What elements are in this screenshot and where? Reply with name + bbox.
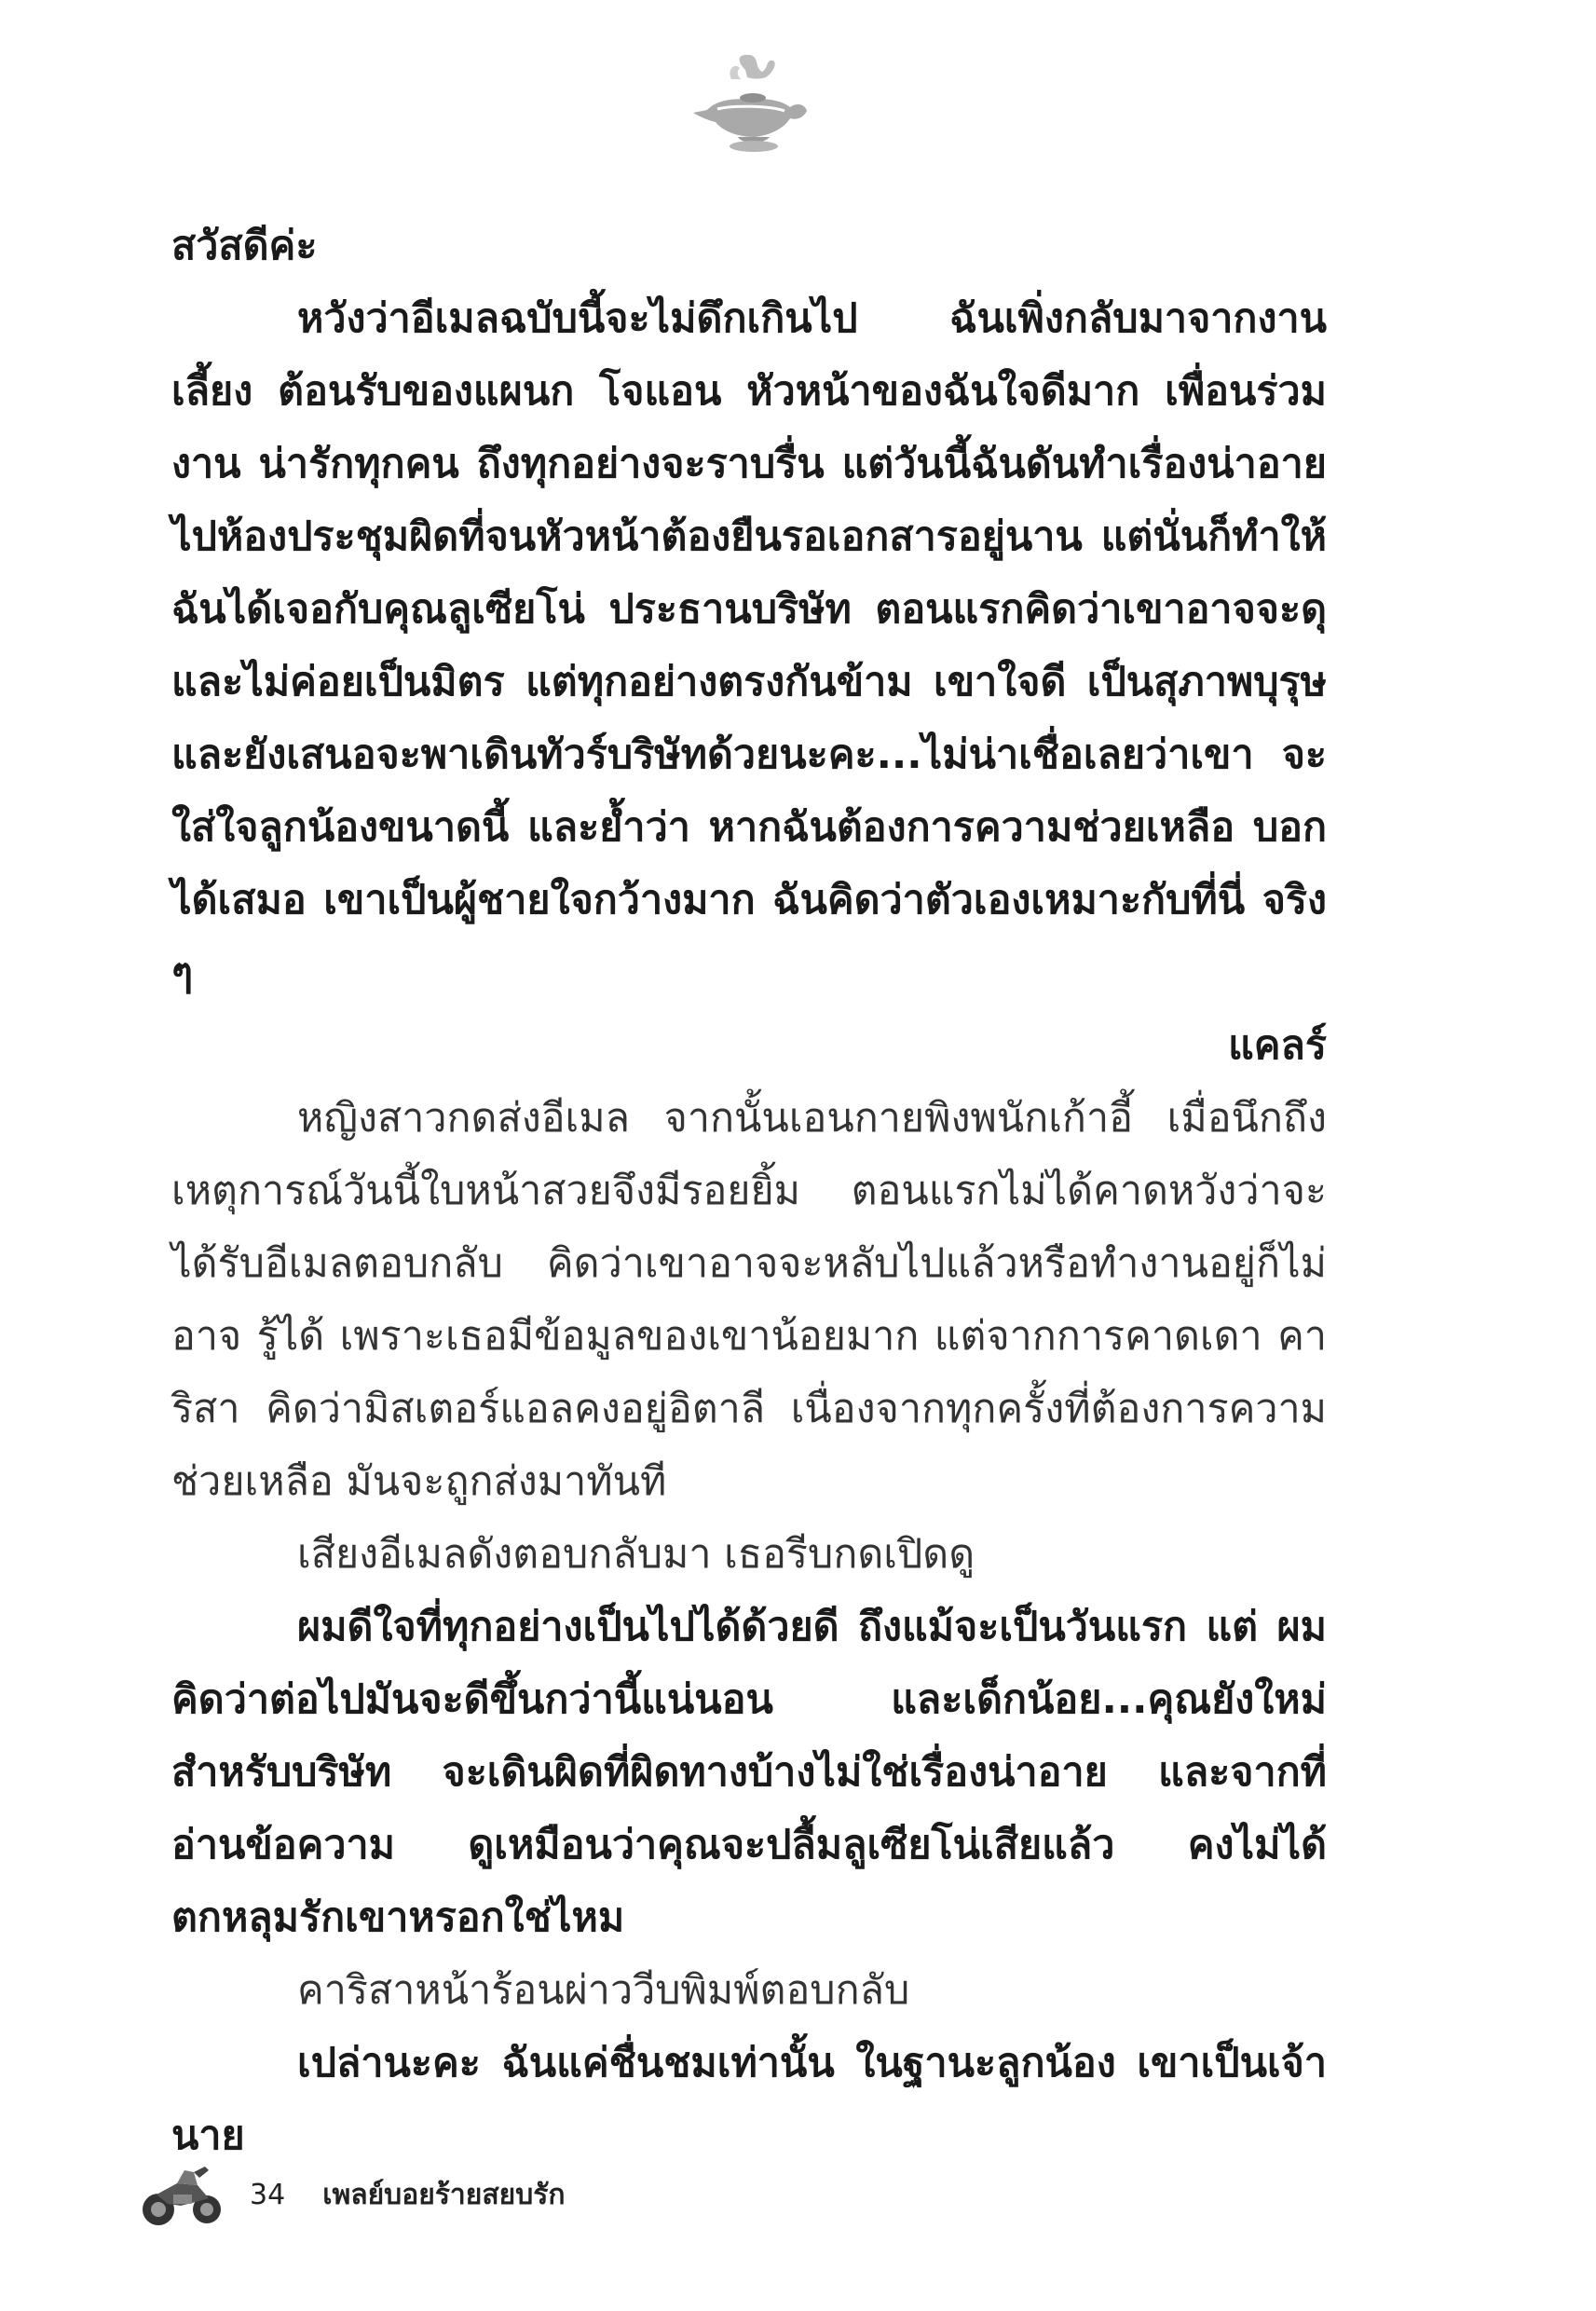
text-line: และไม่ค่อยเป็นมิตร แต่ทุกอย่างตรงกันข้าม เขาใจดี เป็นสุภาพบุรุษ [171,659,1327,705]
text-line: หวังว่าอีเมลฉบับนี้จะไม่ดึกเกินไป ฉันเพิ่งกลับมาจากงานเลี้ยง [171,295,1327,415]
text-line: และยังเสนอจะพาเดินทัวร์บริษัทด้วยนะคะ...ไม่น่าเชื่อเลยว่าเขา [171,732,1254,778]
text-line: เหตุการณ์วันนี้ใบหน้าสวยจึงมีรอยยิ้ม ตอนแรกไม่ได้คาดหวังว่าจะ [171,1168,1327,1214]
text-line: จริง ๆ [171,877,1327,996]
text-line: บอกได้เสมอ เขาเป็นผู้ชายใจกว้างมาก ฉันคิดว่าตัวเองเหมาะกับที่นี่ [171,804,1327,923]
text-line: ได้รับอีเมลตอบกลับ คิดว่าเขาอาจจะหลับไปแล้วหรือทำงานอยู่ก็ไม่อาจ [171,1240,1327,1360]
page-footer [140,2153,566,2236]
narration-paragraph-1 [171,1082,1327,1518]
text-line: อ่านข้อความ ดูเหมือนว่าคุณจะปลื้มลูเซียโน่เสียแล้ว คงไม่ได้ [171,1822,1327,1868]
page-number: 34 [250,2178,286,2211]
book-title: เพลย์บอยร้ายสยบรัก [322,2178,566,2211]
email-signature: แคลร์ [1228,1022,1327,1069]
text-line: รู้ได้ เพราะเธอมีข้อมูลของเขาน้อยมาก แต่จากการคาดเดา คาริสา [171,1313,1328,1432]
text-line: สำหรับบริษัท จะเดินผิดที่ผิดทางบ้างไม่ใช่เรื่องน่าอาย และจากที่ [171,1749,1327,1796]
text-line: ตกหลุมรักเขาหรอกใช่ไหม [171,1894,625,1941]
text-line: มันจะถูกส่งมาทันที [346,1458,667,1505]
text-line: จะใส่ใจลูกน้องขนาดนี้ และย้ำว่า หากฉันต้องการความช่วยเหลือ [171,732,1327,851]
text-line: คิดว่ามิสเตอร์แอลคงอยู่อิตาลี เนื่องจากทุกครั้งที่ต้องการความช่วยเหลือ [171,1386,1327,1505]
genie-lamp-icon [680,51,820,163]
text-line: ไปห้องประชุมผิดที่จนหัวหน้าต้องยืนรอเอกสารอยู่นาน แต่นั่นก็ทำให้ [171,513,1327,560]
text-line: หญิงสาวกดส่งอีเมล จากนั้นเอนกายพิงพนักเก้าอี้ เมื่อนึกถึง [297,1095,1327,1142]
text-line: ผมคิดว่าต่อไปมันจะดีขึ้นกว่านี้แน่นอน และเด็กน้อย...คุณยังใหม่ [171,1604,1327,1723]
motorcycle-icon [140,2157,224,2232]
text-line: ต้อนรับของแผนก โจแอน หัวหน้าของฉันใจดีมาก เพื่อนร่วมงาน [171,368,1327,487]
email-greeting: สวัสดีค่ะ [171,223,318,269]
text-line: น่ารักทุกคน ถึงทุกอย่างจะราบรื่น แต่วันนี้ฉันดันทำเรื่องน่าอาย [258,441,1327,487]
narration-paragraph-2: เสียงอีเมลดังตอบกลับมา เธอรีบกดเปิดดู [297,1531,975,1578]
narration-paragraph-3: คาริสาหน้าร้อนผ่าววีบพิมพ์ตอบกลับ [297,1967,910,2014]
main-text [171,210,1327,2172]
email-paragraph-2 [171,1591,1327,1954]
email-paragraph-3: เปล่านะคะ ฉันแค่ชื่นชมเท่านั้น ในฐานะลูกน้อง เขาเป็นเจ้านาย [171,2040,1327,2159]
text-line: ผมดีใจที่ทุกอย่างเป็นไปได้ด้วยดี ถึงแม้จะเป็นวันแรก แต่ [297,1604,1259,1650]
text-line: ฉันได้เจอกับคุณลูเซียโน่ ประธานบริษัท ตอนแรกคิดว่าเขาอาจจะดุ [171,586,1327,633]
email-paragraph-1 [171,282,1327,1009]
